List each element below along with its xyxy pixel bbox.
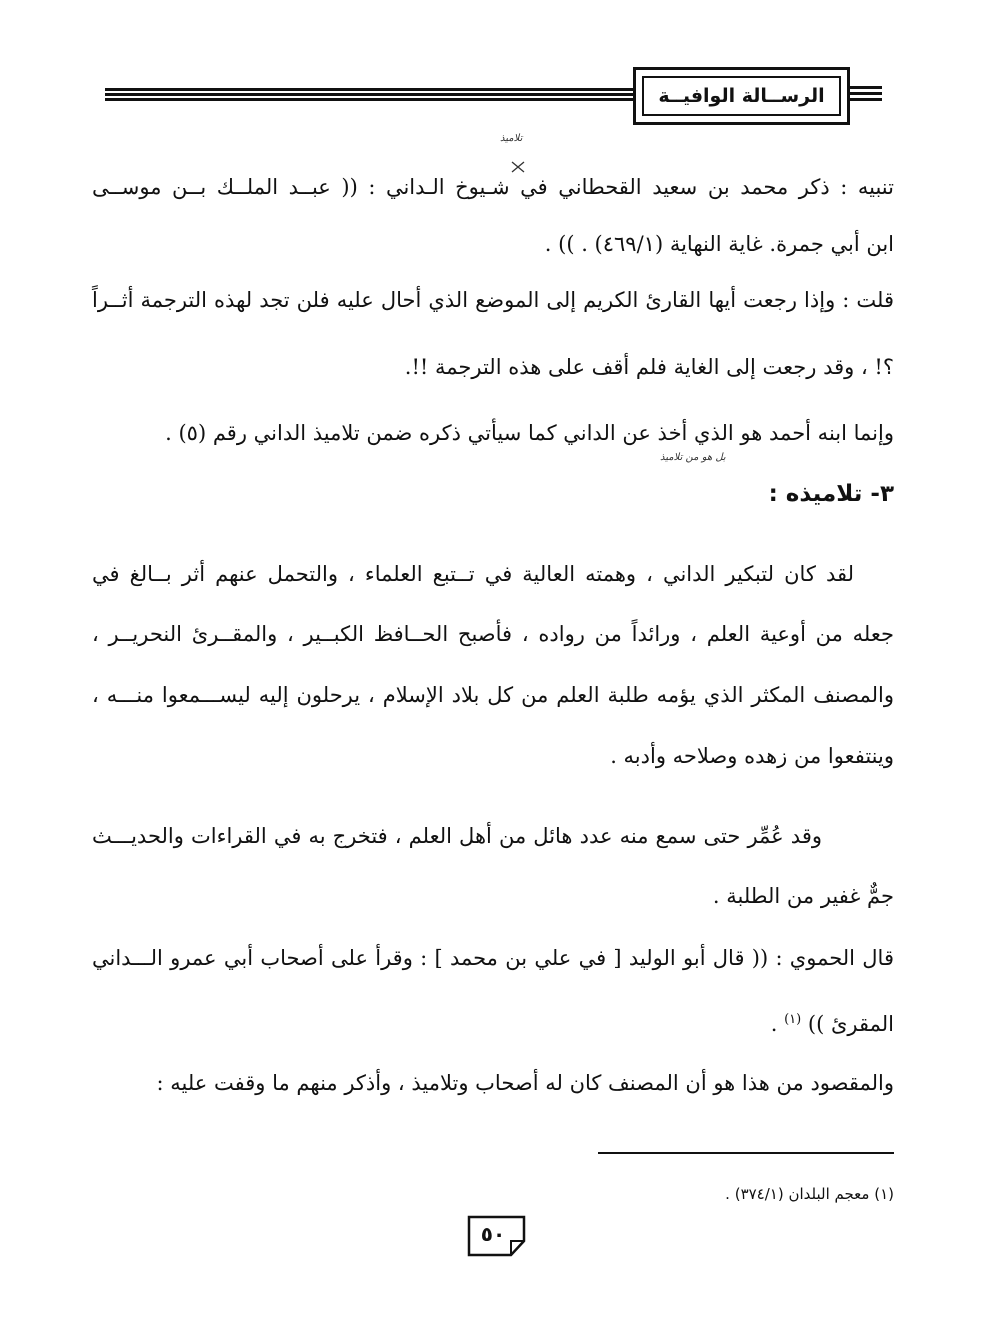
paragraph-line: والمقصود من هذا هو أن المصنف كان له أصحاب وتلاميذ ، وأذكر منهم ما وقفت عليه : — [156, 1071, 894, 1095]
header-rule-right — [850, 86, 882, 108]
handwritten-note-1: تلاميذ — [500, 133, 523, 144]
paragraph-period: . — [770, 1012, 778, 1036]
footnote: (١) معجم البلدان (٣٧٤/١) . — [725, 1185, 894, 1203]
paragraph-line: وإنما ابنه أحمد هو الذي أخذ عن الداني كما سيأتي ذكره ضمن تلاميذ الداني رقم (٥) . — [165, 421, 894, 445]
paragraph-line: ؟! ، وقد رجعت إلى الغاية فلم أقف على هذه الترجمة !!. — [404, 355, 894, 379]
handwritten-note-2: بل هو من تلاميذ — [660, 452, 726, 463]
paragraph-line: لقد كان لتبكير الداني ، وهمته العالية في تــتبع العلماء ، والتحمل عنهم أثر بــالغ في — [92, 562, 854, 586]
paragraph-line: جعله من أوعية العلم ، ورائداً من رواده ، فأصبح الحــافظ الكبــير ، والمقــرئ النحريــر ، — [92, 622, 894, 646]
page-number: ٥٠ — [480, 1222, 506, 1246]
section-heading: ٣- تلاميذه : — [768, 481, 894, 507]
paragraph-line: قال الحموي : (( قال أبو الوليد [ في علي بن محمد ] : وقرأ على أصحاب أبي عمرو الـــداني — [92, 946, 894, 970]
header-rule-left — [105, 88, 633, 105]
running-header-title: الرســالة الوافيــة — [658, 85, 825, 107]
paragraph-line: جمٌّ غفير من الطلبة . — [712, 884, 894, 908]
paragraph-line: تنبيه : ذكر محمد بن سعيد القحطاني في شـيوخ الـداني : (( عبــد الملــك بــن موســى — [92, 175, 894, 199]
paragraph-line: قلت : وإذا رجعت أيها القارئ الكريم إلى الموضع الذي أحال عليه فلن تجد لهذه الترجمة أثــراً — [92, 288, 894, 312]
footnote-separator — [598, 1152, 894, 1154]
footnote-reference: (١) — [784, 1012, 802, 1027]
paragraph-line: ابن أبي جمرة. غاية النهاية (٤٦٩/١) . )) . — [544, 232, 894, 256]
paragraph-line-with-ref — [92, 1005, 894, 1039]
paragraph-text: المقرئ )) — [807, 1012, 894, 1036]
page-number-frame — [467, 1215, 527, 1257]
paragraph-line: والمصنف المكثر الذي يؤمه طلبة العلم من كل بلاد الإسلام ، يرحلون إليه ليســـمعوا منـــه ، — [92, 683, 894, 707]
paragraph-line: وقد عُمِّر حتى سمع منه عدد هائل من أهل العلم ، فتخرج به في القراءات والحديـــث — [92, 824, 822, 848]
paragraph-line: وينتفعوا من زهده وصلاحه وأدبه . — [610, 744, 894, 768]
header-title-frame — [633, 67, 850, 125]
